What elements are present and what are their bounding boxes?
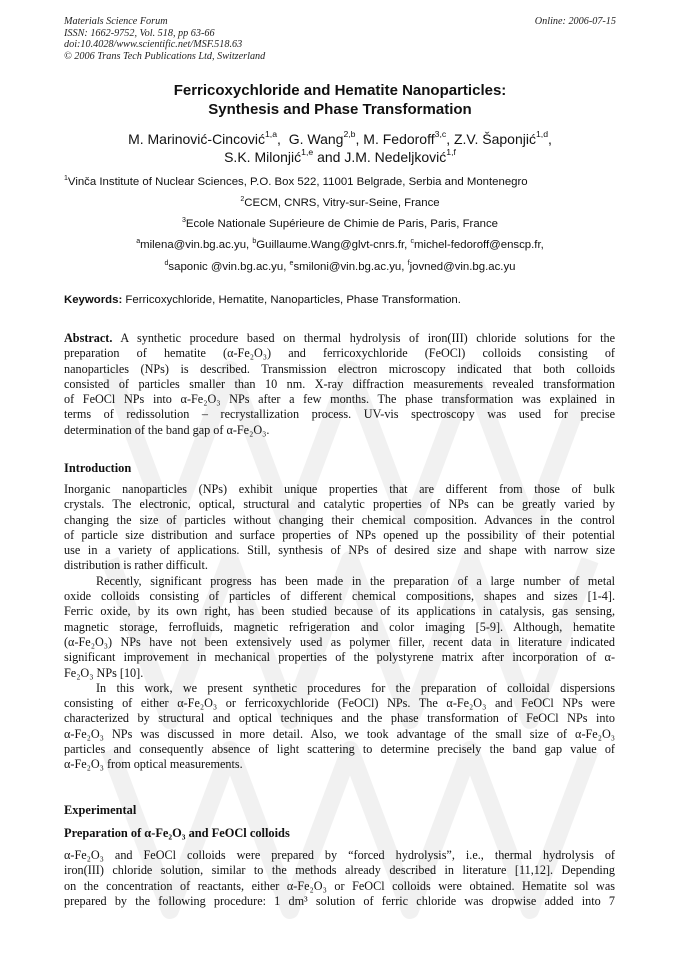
author-line-1: M. Marinović-Cincović$^{1,a}$, G. Wang$^{2,b}$, M. Fedoroff$^{3,c}$, Z.V. Šaponjić$^{1,d}$, <box>128 129 552 147</box>
intro-line: oxide colloids consisting of particles of different chemical compositions, shapes and sizes [1-4]. <box>64 589 615 604</box>
journal-header <box>64 16 616 62</box>
intro-line: Fe₂O₃ NPs [10]. <box>64 665 144 680</box>
section-heading-experimental: Experimental <box>64 803 137 817</box>
email-sup: f <box>407 259 410 267</box>
header-issn: ISSN: 1662-9752, Vol. 518, pp 63-66 <box>64 27 215 39</box>
intro-line: significant improvement in mechanical properties of the polystyrene matrix after incorporation of α- <box>64 650 615 665</box>
experimental-line: prepared by the following procedure: 1 dm³ solution of ferric chloride was dropwise added into 7 <box>64 893 615 908</box>
intro-line: crystals. The electronic, optical, structural and catalytic properties of NPs can be greatly varied by <box>64 497 615 512</box>
affiliation-sup: 3 <box>181 216 186 224</box>
email-link[interactable]: Guillaume.Wang@glvt-cnrs.fr, <box>256 239 408 251</box>
email-link[interactable]: saponic @vin.bg.ac.yu, <box>168 261 287 273</box>
email-sup: a <box>136 237 141 245</box>
author-affil-sup: 1,e <box>301 147 314 158</box>
abstract-line: terms of redissolution – recrystallization process. UV-vis spectroscopy was used for precise <box>64 407 615 422</box>
email-sup: d <box>164 259 169 267</box>
experimental-paragraph <box>64 848 615 909</box>
affiliation-sup: 2 <box>240 195 245 203</box>
email-sup: c <box>410 237 415 245</box>
intro-line: changing the size of particles without changing their chemical composition. Advances in the control <box>64 512 615 527</box>
email-link[interactable]: smiloni@vin.bg.ac.yu, <box>293 261 405 273</box>
abstract-line-text: A synthetic procedure based on thermal hydrolysis of iron(III) chloride solutions for the <box>120 331 616 345</box>
intro-line: Ferric oxide, by its own right, has been studied because of its applications in catalysis, gas sensing, <box>64 604 615 619</box>
author-name: M. Marinović-Cincović <box>128 131 265 147</box>
author-name: G. Wang <box>288 131 344 147</box>
title-line-1: Ferricoxychloride and Hematite Nanoparticles: <box>173 82 507 99</box>
author-affil-sup: 1,f <box>446 147 456 158</box>
abstract-line <box>64 331 615 346</box>
author-name: M. Fedoroff <box>363 131 435 147</box>
author-affil-sup: 3,c <box>434 129 447 140</box>
abstract-paragraph <box>64 331 615 438</box>
subsection-heading-preparation: Preparation of α-Fe₂O₃ and FeOCl colloids <box>64 826 290 840</box>
intro-line: consisting of either α-Fe₂O₃ or ferricoxychloride (FeOCl) NPs. The α-Fe₂O₃ and FeOCl NPs were <box>64 696 615 711</box>
abstract-line: consisted of particles smaller than 10 nm. X-ray diffraction measurements revealed transformation <box>64 376 615 391</box>
intro-line: particles and consequently absence of light scattering to determine precisely the band gap value of <box>64 742 615 757</box>
email-link[interactable]: jovned@vin.bg.ac.yu <box>409 261 516 273</box>
affiliation-text: CECM, CNRS, Vitry-sur-Seine, France <box>244 197 440 209</box>
intro-line: characterized by structural and optical techniques and the phase transformation of FeOCl NPs into <box>64 711 615 726</box>
author-conjunction: and <box>317 149 341 165</box>
author-affil-sup: 2,b <box>343 129 356 140</box>
intro-line: α-Fe₂O₃ NPs was discussed in more detail. Also, we took advantage of the small size of α-Fe₂O₃ <box>64 726 615 741</box>
intro-line: of particle size distribution and surface properties of NPs opened up the possibility of their potential <box>64 527 615 542</box>
abstract-line: of FeOCl NPs into α-Fe₂O₃ NPs after a few months. The phase transformation was explained in <box>64 392 615 407</box>
introduction-paragraphs <box>64 482 615 773</box>
affiliation-text: Ecole Nationale Supérieure de Chimie de Paris, Paris, France <box>185 218 499 230</box>
author-name: Z.V. Šaponjić <box>453 131 536 147</box>
experimental-line: iron(III) chloride solution, similar to the methods already described in literature [11,12]. Depending <box>64 863 615 878</box>
affiliation-3 <box>60 217 620 231</box>
author-affil-sup: 1,d <box>535 129 549 140</box>
affiliation-sup: 1 <box>64 174 68 182</box>
email-link[interactable]: michel-fedoroff@enscp.fr, <box>414 239 544 251</box>
keywords-label: Keywords: <box>64 294 123 306</box>
header-copyright: © 2006 Trans Tech Publications Ltd, Switzerland <box>64 50 266 62</box>
header-doi: doi:10.4028/www.scientific.net/MSF.518.63 <box>64 39 243 50</box>
paper-title <box>64 81 616 119</box>
intro-line: In this work, we present synthetic procedures for the preparation of colloidal dispersions <box>96 680 615 695</box>
email-line-2 <box>60 260 620 274</box>
email-sup: b <box>252 237 257 245</box>
author-affil-sup: 1,a <box>264 129 278 140</box>
keywords-text: Ferricoxychloride, Hematite, Nanoparticles, Phase Transformation. <box>125 294 461 306</box>
email-link[interactable]: milena@vin.bg.ac.yu, <box>140 239 250 251</box>
intro-line: (α-Fe₂O₃) NPs have not been extensively used as polymer filler, recent data in literature indicated <box>64 634 615 649</box>
intro-line: Recently, significant progress has been made in the preparation of a large number of metal <box>96 573 615 588</box>
affiliation-1 <box>64 175 624 189</box>
intro-line: distribution is rather difficult. <box>64 558 208 573</box>
abstract-line: determination of the band gap of α-Fe₂O₃. <box>64 422 270 437</box>
experimental-line: α-Fe₂O₃ and FeOCl colloids were prepared by “forced hydrolysis”, i.e., thermal hydrolysis of <box>64 848 615 862</box>
header-online-date: Online: 2006-07-15 <box>534 16 616 27</box>
intro-line: α-Fe₂O₃ from optical measurements. <box>64 757 243 772</box>
affiliation-text: Vinča Institute of Nuclear Sciences, P.O. Box 522, 11001 Belgrade, Serbia and Montenegro <box>67 176 528 188</box>
abstract-line: preparation of hematite (α-Fe₂O₃) and ferricoxychloride (FeOCl) colloids consisting of <box>64 346 615 361</box>
intro-line: Inorganic nanoparticles (NPs) exhibit unique properties that are different from those of bulk <box>64 482 615 496</box>
email-sup: e <box>289 259 294 267</box>
header-journal-name: Materials Science Forum <box>64 16 168 27</box>
author-line-2 <box>64 148 616 166</box>
abstract-label: Abstract. <box>64 331 113 345</box>
abstract-line: nanoparticles (NPs) is described. Transmission electron microscopy indicated that both colloids <box>64 361 615 376</box>
author-name: J.M. Nedeljković <box>344 149 447 165</box>
section-heading-introduction: Introduction <box>64 461 132 475</box>
affiliation-2 <box>60 196 620 210</box>
title-line-2: Synthesis and Phase Transformation <box>208 101 472 118</box>
email-line-1 <box>60 238 620 252</box>
author-name: S.K. Milonjić <box>224 149 302 165</box>
keywords <box>64 293 616 307</box>
intro-line: magnetic storage, ferrofluids, magnetic refrigeration and color imaging [5-9]. Although, hematite <box>64 619 615 634</box>
intro-line: use in a variety of applications. Still, synthesis of NPs of desired size and shape with narrow size <box>64 543 615 558</box>
author-list <box>64 130 616 166</box>
experimental-line: on the concentration of reactants, either α-Fe₂O₃ or FeOCl colloids were obtained. Hematite sol was <box>64 878 615 893</box>
